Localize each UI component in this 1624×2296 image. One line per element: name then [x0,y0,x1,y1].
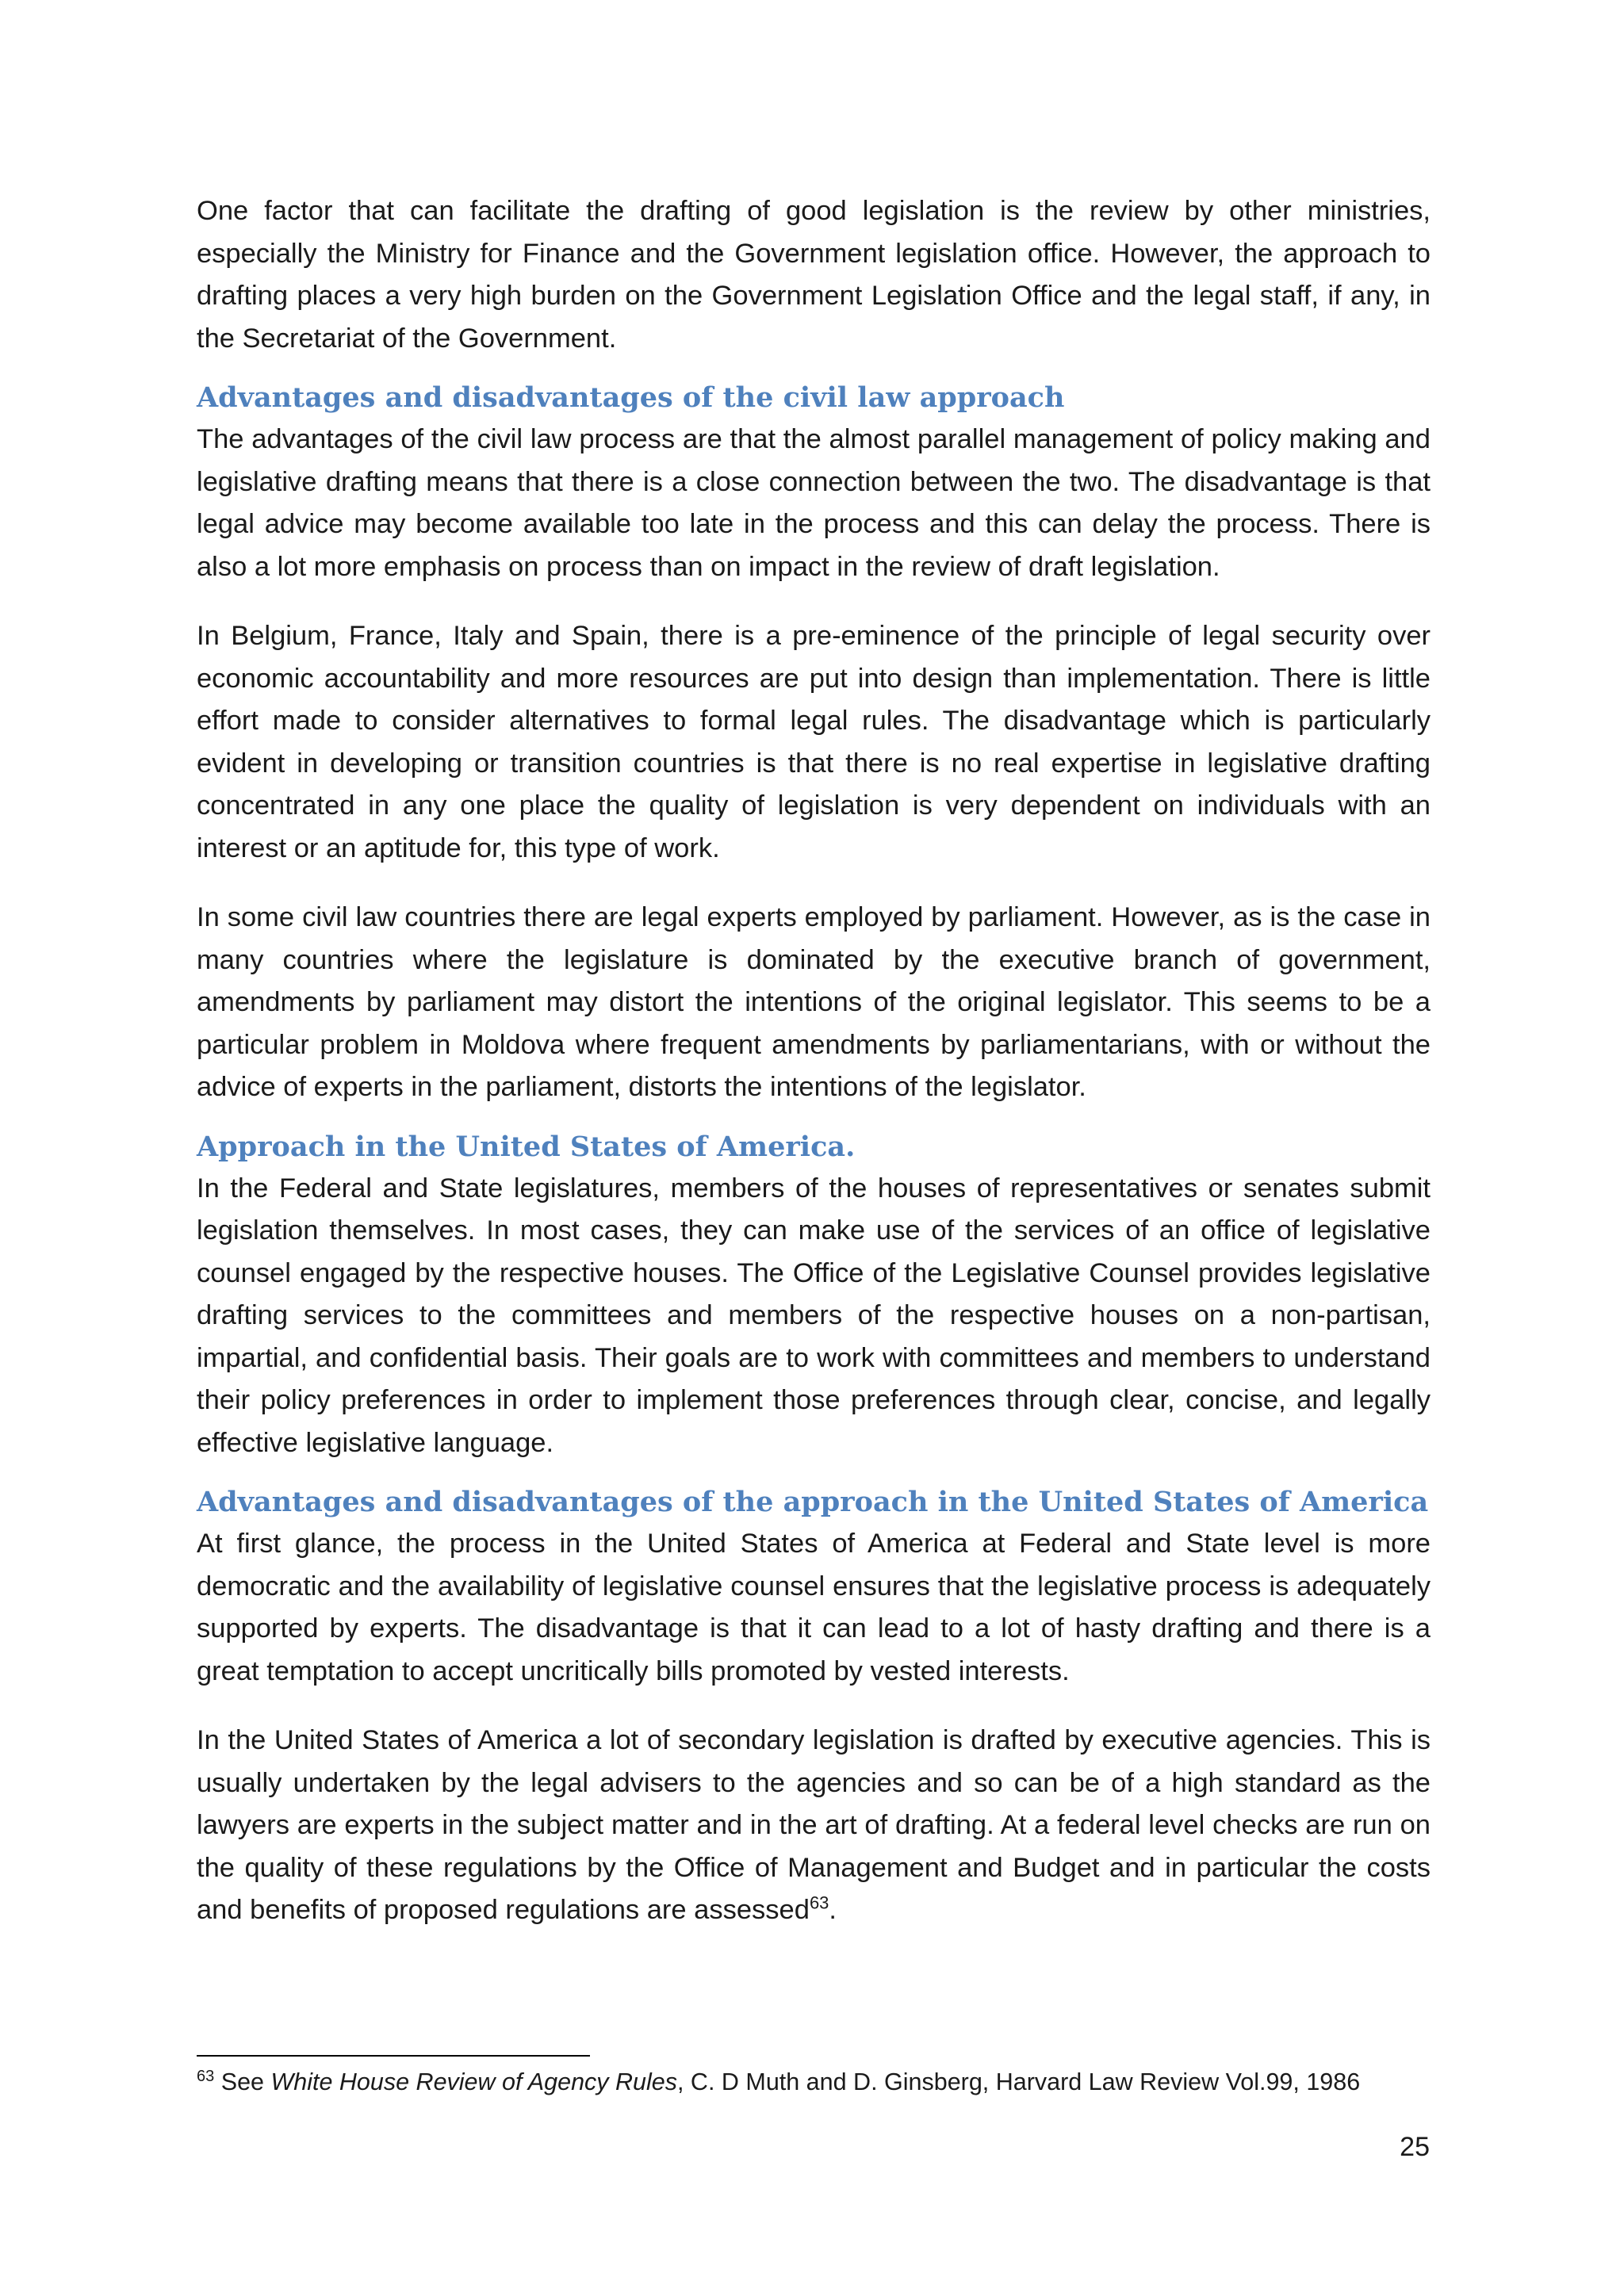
heading-usa-approach: Approach in the United States of America. [197,1130,856,1163]
footnote-prefix: See [214,2068,271,2095]
footnote-number: 63 [197,2067,215,2085]
footnote-citation: , C. D Muth and D. Ginsberg, Harvard Law Review Vol.99, 1986 [676,2068,1361,2095]
heading-civil-law-advantages: Advantages and disadvantages of the civil law approach [197,381,1065,414]
paragraph-parliament-experts: In some civil law countries there are legal experts employed by parliament. However, as is the case in many countries where the legislature is dominated by the executive branch of government, amendments by parliament may distort the intentions of the original legislator. This seems to be a particular problem in Moldova where frequent amendments by parliamentarians, with or without the advice of experts in the parliament, distorts the intentions of the legislator. [197,902,1431,1102]
paragraph-drafting-review: One factor that can facilitate the drafting of good legislation is the review by other ministries, especially the Ministry for Finance and the Government legislation office. However, the approach to drafting places a very high burden on the Government Legislation Office and the legal staff, if any, in the Secretariat of the Government. [197,196,1431,354]
paragraph-belgium-france-italy-spain: In Belgium, France, Italy and Spain, there is a pre-eminence of the principle of legal security over economic accountability and more resources are put into design than implementation. There is little effort made to consider alternatives to formal legal rules. The disadvantage which is particularly evident in developing or transition countries is that there is no real expertise in legislative drafting concentrated in any one place the quality of legislation is very dependent on individuals with an interest or an aptitude for, this type of work. [197,621,1431,863]
paragraph-usa-advantages: At first glance, the process in the United States of America at Federal and State level is more democratic and the availability of legislative counsel ensures that the legislative process is adequately supported by experts. The disadvantage is that it can lead to a lot of hasty drafting and there is a great temptation to accept uncritically bills promoted by vested interests. [197,1529,1431,1686]
paragraph-end-punctuation: . [829,1895,837,1925]
paragraph-usa-approach: In the Federal and State legislatures, members of the houses of representatives or senates submit legislation themselves. In most cases, they can make use of the services of an office of legislative counsel engaged by the respective houses. The Office of the Legislative Counsel provides legislative drafting services to the committees and members of the respective houses on a non-partisan, impartial, and confidential basis. Their goals are to work with committees and members to understand their policy preferences in order to implement those preferences through clear, concise, and legally effective legislative language. [197,1173,1431,1458]
footnote-title: White House Review of Agency Rules [270,2068,677,2095]
footnote [197,2064,1465,2099]
paragraph-civil-law-advantages: The advantages of the civil law process are that the almost parallel management of policy making and legislative drafting means that there is a close connection between the two. The disadvantage is that legal advice may become available too late in the process and this can delay the process. There is also a lot more emphasis on process than on impact in the review of draft legislation. [197,424,1431,582]
heading-usa-advantages: Advantages and disadvantages of the approach in the United States of America [197,1486,1429,1518]
footnote-separator [197,2055,590,2057]
document-page [197,190,1431,1959]
page-number: 25 [1400,2132,1430,2162]
footnote-reference[interactable]: 63 [809,1892,829,1913]
paragraph-secondary-legislation [197,1720,1431,1932]
paragraph-secondary-legislation-text: In the United States of America a lot of secondary legislation is drafted by executive agencies. This is usually undertaken by the legal advisers to the agencies and so can be of a high standard as the lawyers are experts in the subject matter and in the art of drafting. At a federal level checks are run on the quality of these regulations by the Office of Management and Budget and in particular the costs and benefits of proposed regulations are assessed [197,1725,1431,1925]
